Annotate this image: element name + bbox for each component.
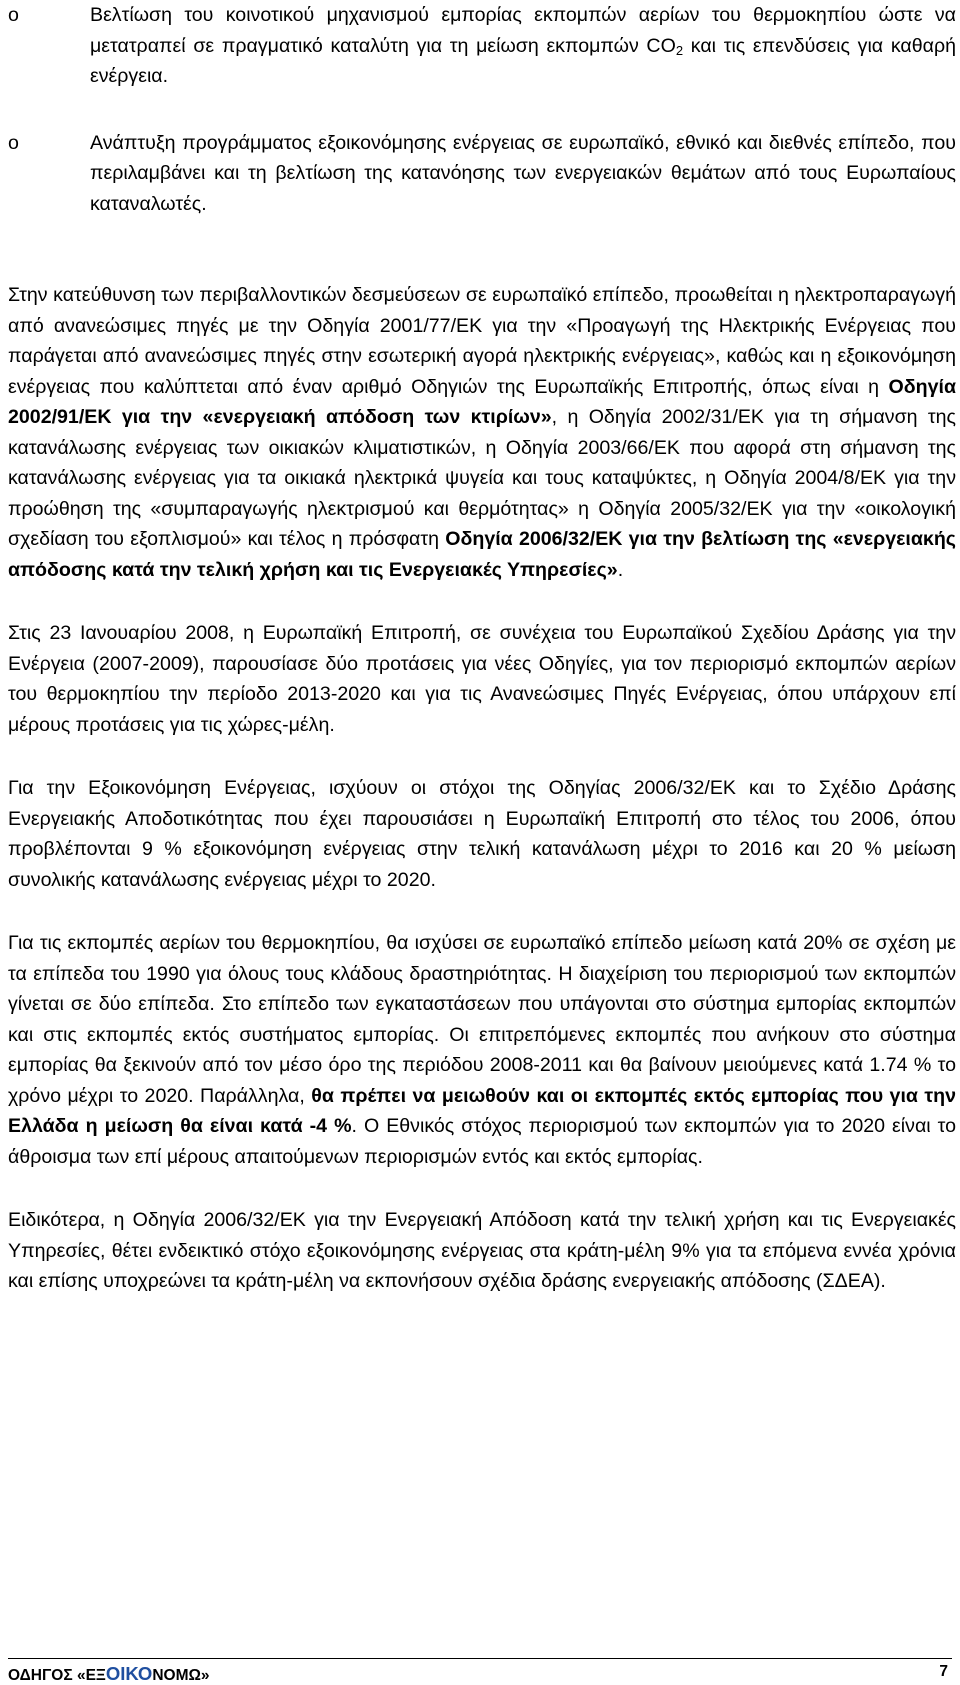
subscript: 2 xyxy=(675,42,684,58)
footer-title: ΟΔΗΓΟΣ «ΕΞΟΙΚΟΝΟΜΩ» xyxy=(8,1663,210,1684)
paragraph-energy-saving: Για την Εξοικονόμηση Ενέργειας, ισχύουν οι στόχοι της Οδηγίας 2006/32/ΕΚ και το Σχέδιο Δράσης Ενεργειακής Αποδοτικότητας που έχει παρουσιάσει η Ευρωπαϊκή Επιτροπή στο τέλος του 2006, όπου προβλέπονται 9 % εξοικονόμηση ενέργειας στην τελική κατανάλωση μέχρι το 2016 και 20 % μείωση συνολικής κατανάλωσης ενέργειας μέχρι το 2020. xyxy=(8,777,956,891)
bullet-item xyxy=(8,0,956,92)
page-number: 7 xyxy=(939,1663,948,1680)
paragraph-commission-proposals: Στις 23 Ιανουαρίου 2008, η Ευρωπαϊκή Επιτροπή, σε συνέχεια του Ευρωπαϊκού Σχεδίου Δράσης για την Ενέργεια (2007-2009), παρουσίασε δύο προτάσεις για νέες Οδηγίες, για τον περιορισμό εκπομπών αερίων του θερμοκηπίου την περίοδο 2013-2020 και για τις Ανανεώσιμες Πηγές Ενέργειας, όπου υπάρχουν επί μέρους προτάσεις για τις χώρες-μέλη. xyxy=(8,622,956,736)
bullet-marker: o xyxy=(8,131,19,154)
bold-text: θα πρέπει να μειωθούν και οι εκπομπές εκτός εμπορίας που για την Ελλάδα η μείωση θα είναι κατά -4 % xyxy=(8,1084,957,1137)
bullet-text: Ανάπτυξη προγράμματος εξοικονόμησης ενέργειας σε ευρωπαϊκό, εθνικό και διεθνές επίπεδο, που περιλαμβάνει και τη βελτίωση της κατανόησης των ενεργειακών θεμάτων από τους Ευρωπαίους καταναλωτές. xyxy=(90,131,956,215)
paragraph-directives: Στην κατεύθυνση των περιβαλλοντικών δεσμεύσεων σε ευρωπαϊκό επίπεδο, προωθείται η ηλεκτροπαραγωγή από ανανεώσιμες πηγές με την Οδηγία 2001/77/ΕΚ για την «Προαγωγή της Ηλεκτρικής Ενέργειας που παράγεται από ανανεώσιμες πηγές στην εσωτερική αγορά ηλεκτρικής ενέργειας», καθώς και η εξοικονόμηση ενέργειας που καλύπτεται από έναν αριθμό Οδηγιών της Ευρωπαϊκής Επιτροπής, όπως είναι η Οδηγία 2002/91/ΕΚ για την «ενεργειακή απόδοση των κτιρίων», η Οδηγία 2002/31/ΕΚ για τη σήμανση της κατανάλωσης ενέργειας των οικιακών κλιματιστικών, η Οδηγία 2003/66/ΕΚ που αφορά στη σήμανση της κατανάλωσης ενέργειας για τα οικιακά ηλεκτρικά ψυγεία και τους καταψύκτες, η Οδηγία 2004/8/ΕΚ για την προώθηση της «συμπαραγωγής ηλεκτρισμού και θερμότητας» η Οδηγία 2005/32/ΕΚ για την «οικολογική σχεδίαση του εξοπλισμού» και τέλος η πρόσφατη Οδηγία 2006/32/ΕΚ για την βελτίωση της «ενεργειακής απόδοσης κατά την τελική χρήση και τις Ενεργειακές Υπηρεσίες». xyxy=(8,284,957,581)
bullet-text: Βελτίωση του κοινοτικού μηχανισμού εμπορίας εκπομπών αερίων του θερμοκηπίου ώστε να μετατραπεί σε πραγματικό καταλύτη για τη μείωση εκπομπών $CO_2$ και τις επενδύσεις για καθαρή ενέργεια. xyxy=(90,4,956,87)
bold-text: Οδηγία 2006/32/ΕΚ για την βελτίωση της «ενεργειακής απόδοσης κατά την τελική χρήση και τις Ενεργειακές Υπηρεσίες» xyxy=(8,528,956,581)
bullet-marker: o xyxy=(8,4,19,26)
paragraph-directive-2006-32: Ειδικότερα, η Οδηγία 2006/32/ΕΚ για την Ενεργειακή Απόδοση κατά την τελική χρήση και τις Ενεργειακές Υπηρεσίες, θέτει ενδεικτικό στόχο εξοικονόμησης ενέργειας στα κράτη-μέλη 9% για τα επόμενα εννέα χρόνια και επίσης υποχρεώνει τα κράτη-μέλη να εκπονήσουν σχέδια δράσης ενεργειακής απόδοσης (ΣΔΕΑ). xyxy=(8,1209,956,1292)
footer-title-accent: ΟΙΚΟ xyxy=(105,1663,153,1684)
page-footer xyxy=(8,1658,952,1682)
bold-text: Οδηγία 2002/91/ΕΚ για την «ενεργειακή απόδοση των κτιρίων» xyxy=(8,375,956,428)
bullet-item xyxy=(8,128,956,220)
document-page xyxy=(8,0,956,1297)
paragraph-emissions: Για τις εκπομπές αερίων του θερμοκηπίου, θα ισχύσει σε ευρωπαϊκό επίπεδο μείωση κατά 20% σε σχέση με τα επίπεδα του 1990 για όλους τους κλάδους δραστηριότητας. Η διαχείριση του περιορισμού των εκπομπών γίνεται σε δύο επίπεδα. Στο επίπεδο των εγκαταστάσεων που υπάγονται στο σύστημα εμπορίας εκπομπών και στις εκπομπές εκτός συστήματος εμπορίας. Οι επιτρεπόμενες εκπομπές που ανήκουν στο σύστημα εμπορίας θα ξεκινούν από τον μέσο όρο της περιόδου 2008-2011 και θα βαίνουν μειούμενες κατά 1.74 % το χρόνο μέχρι το 2020. Παράλληλα, θα πρέπει να μειωθούν και οι εκπομπές εκτός εμπορίας που για την Ελλάδα η μείωση θα είναι κατά -4 %. Ο Εθνικός στόχος περιορισμού των εκπομπών για το 2020 είναι το άθροισμα των επί μέρους απαιτούμενων περιορισμών εντός και εκτός εμπορίας. xyxy=(8,932,957,1168)
